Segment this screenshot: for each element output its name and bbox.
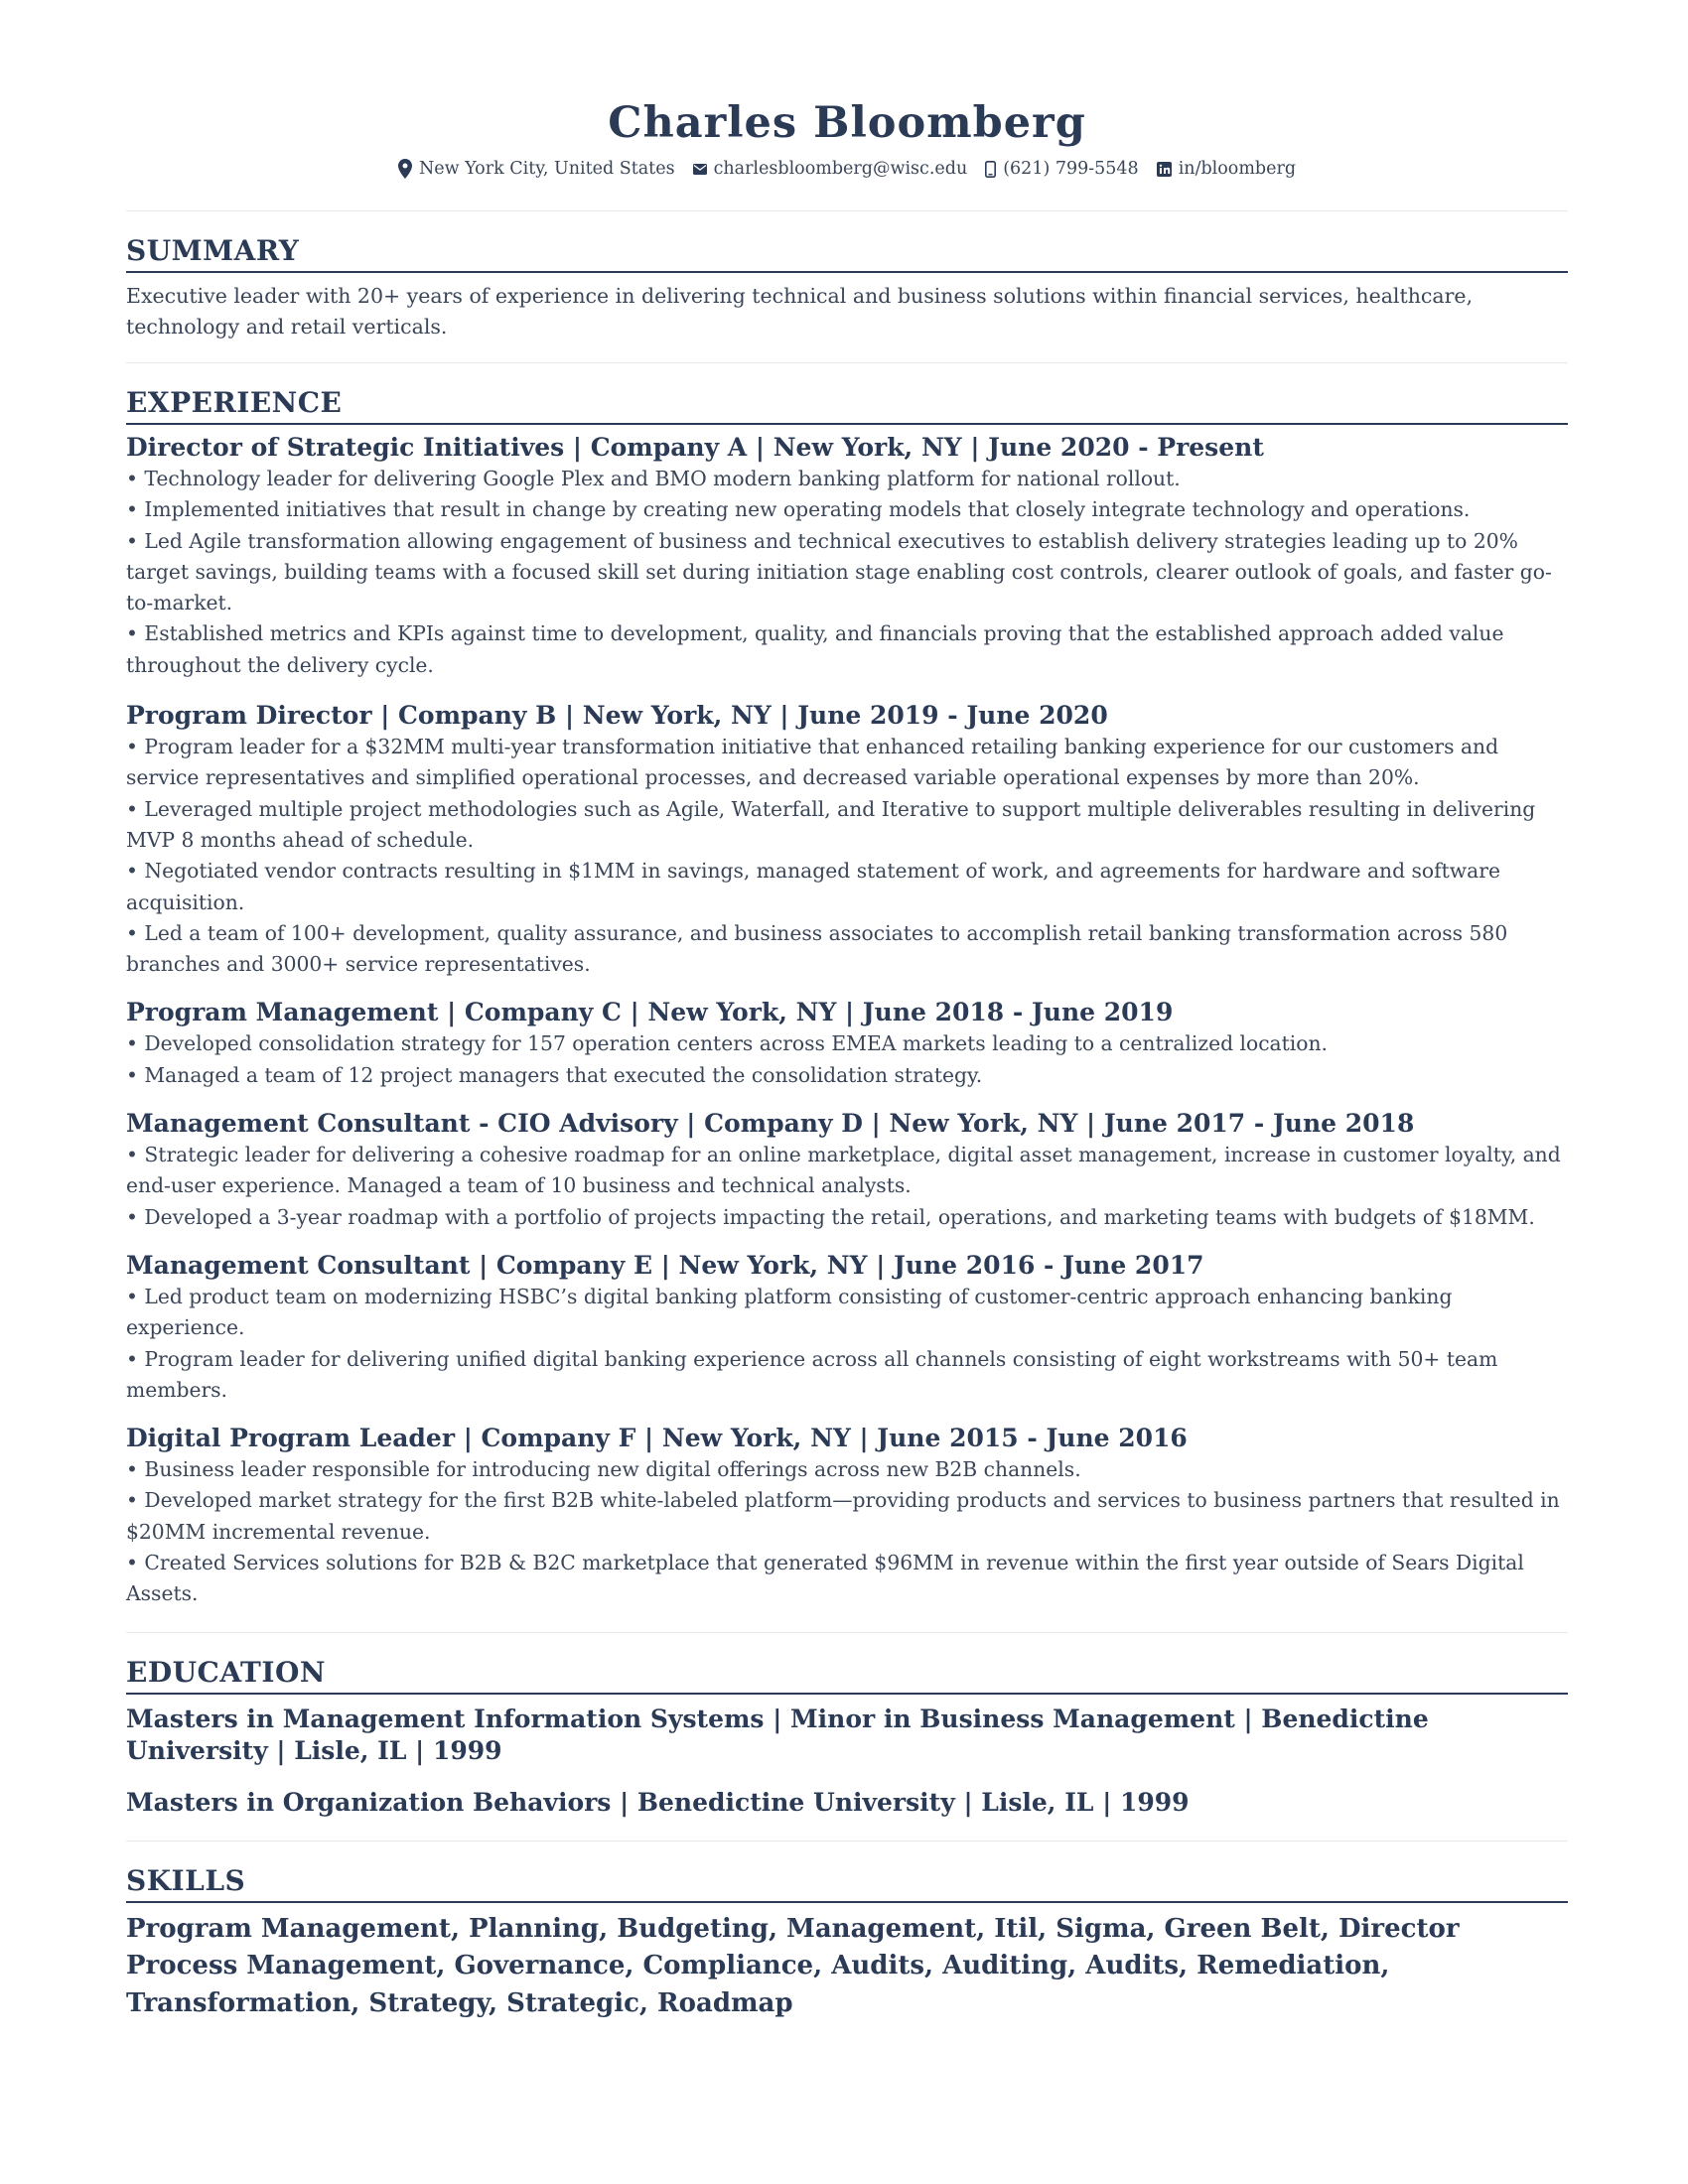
job-bullet: • Established metrics and KPIs against time to development, quality, and financials proving that the established approach added value throughout the delivery cycle. [126,621,1504,677]
divider [126,362,1568,363]
job-title: Management Consultant | Company E | New York, NY | June 2016 - June 2017 [126,1250,1204,1280]
experience-heading: EXPERIENCE [126,385,1568,425]
job-bullet: • Led Agile transformation allowing engagement of business and technical executives to establish delivery strategies leading up to 20% target savings, building teams with a focused skill set during initiation stage enabling cost controls, clearer outlook of goals, and faster go-to-market. [126,528,1552,615]
divider [126,210,1568,211]
mail-icon [693,164,707,175]
job-entry [126,431,1568,681]
education-entry: Masters in Management Information Systems | Minor in Business Management | Benedictine University | Lisle, IL | 1999 [126,1704,1429,1765]
job-title: Director of Strategic Initiatives | Company A | New York, NY | June 2020 - Present [126,433,1264,462]
email-text: charlesbloomberg@wisc.edu [713,159,968,179]
job-bullet: • Managed a team of 12 project managers that executed the consolidation strategy. [126,1062,983,1087]
job-title: Program Director | Company B | New York, NY | June 2019 - June 2020 [126,701,1108,731]
contact-linkedin[interactable] [1157,159,1296,179]
linkedin-icon [1157,162,1172,177]
phone-text: (621) 799-5548 [1003,159,1139,179]
job-entry [126,1422,1568,1609]
job-entry [126,699,1568,980]
job-bullet: • Implemented initiatives that result in change by creating new operating models that closely integrate technology and operations. [126,497,1471,522]
job-bullet: • Created Services solutions for B2B & B2C marketplace that generated $96MM in revenue within the first year outside of Sears Digital Assets. [126,1551,1524,1606]
contact-email[interactable] [693,159,968,179]
job-bullet: • Developed consolidation strategy for 157 operation centers across EMEA markets leading to a centralized location. [126,1031,1329,1056]
education-entry: Masters in Organization Behaviors | Benedictine University | Lisle, IL | 1999 [126,1787,1190,1817]
summary-text: Executive leader with 20+ years of experience in delivering technical and business solutions within financial services, healthcare, technology and retail verticals. [126,284,1474,339]
job-bullet: • Leveraged multiple project methodologies such as Agile, Waterfall, and Iterative to support multiple deliverables resulting in delivering MVP 8 months ahead of schedule. [126,796,1536,852]
job-entry [126,1249,1568,1406]
job-bullet: • Developed a 3-year roadmap with a portfolio of projects impacting the retail, operations, and marketing teams with budgets of $18MM. [126,1204,1535,1229]
job-title: Digital Program Leader | Company F | New York, NY | June 2015 - June 2016 [126,1424,1188,1453]
education-section [126,1655,1568,1819]
skills-section [126,1863,1568,2023]
job-title: Management Consultant - CIO Advisory | Company D | New York, NY | June 2017 - June 2018 [126,1109,1415,1139]
job-title: Program Management | Company C | New York, NY | June 2018 - June 2019 [126,998,1174,1027]
candidate-name: Charles Bloomberg [608,98,1086,148]
phone-icon [985,161,996,178]
skills-text: Program Management, Planning, Budgeting, Management, Itil, Sigma, Green Belt, Director Process Management, Governance, Compliance, Audits, Auditing, Audits, Remediation, Transformation, Strategy, Strategic, Roadmap [126,1913,1460,2018]
location-text: New York City, United States [418,159,675,179]
job-entry [126,1107,1568,1233]
job-bullet: • Technology leader for delivering Google Plex and BMO modern banking platform for national rollout. [126,467,1181,490]
summary-section [126,233,1568,342]
summary-heading: SUMMARY [126,233,1568,273]
job-bullet: • Strategic leader for delivering a cohesive roadmap for an online marketplace, digital asset management, increase in customer loyalty, and end-user experience. Managed a team of 10 business and technical analysts. [126,1143,1561,1198]
linkedin-text: in/bloomberg [1178,159,1297,179]
location-pin-icon [398,159,412,179]
job-bullet: • Program leader for delivering unified digital banking experience across all channels consisting of eight workstreams with 50+ team members. [126,1346,1498,1402]
job-bullet: • Led product team on modernizing HSBC’s digital banking platform consisting of customer-centric approach enhancing banking experience. [126,1284,1453,1340]
education-heading: EDUCATION [126,1655,1568,1695]
divider [126,1632,1568,1633]
divider [126,1841,1568,1842]
contact-bar [126,155,1568,183]
job-bullet: • Business leader responsible for introducing new digital offerings across new B2B channels. [126,1457,1081,1482]
job-bullet: • Led a team of 100+ development, quality assurance, and business associates to accomplish retail banking transformation across 580 branches and 3000+ service representatives. [126,920,1508,977]
job-bullet: • Developed market strategy for the first B2B white-labeled platform—providing products and services to business partners that resulted in $20MM incremental revenue. [126,1488,1560,1544]
job-bullet: • Program leader for a $32MM multi-year transformation initiative that enhanced retailing banking experience for our customers and service representatives and simplified operational processes, and decreased variable operational expenses by more than 20%. [126,735,1499,790]
contact-location [398,159,675,179]
contact-phone[interactable] [985,159,1138,179]
job-bullet: • Negotiated vendor contracts resulting in $1MM in savings, managed statement of work, and agreements for hardware and software acquisition. [126,859,1500,914]
resume-page [126,94,1568,2022]
skills-heading: SKILLS [126,1863,1568,1903]
job-entry [126,996,1568,1091]
experience-section [126,385,1568,1610]
